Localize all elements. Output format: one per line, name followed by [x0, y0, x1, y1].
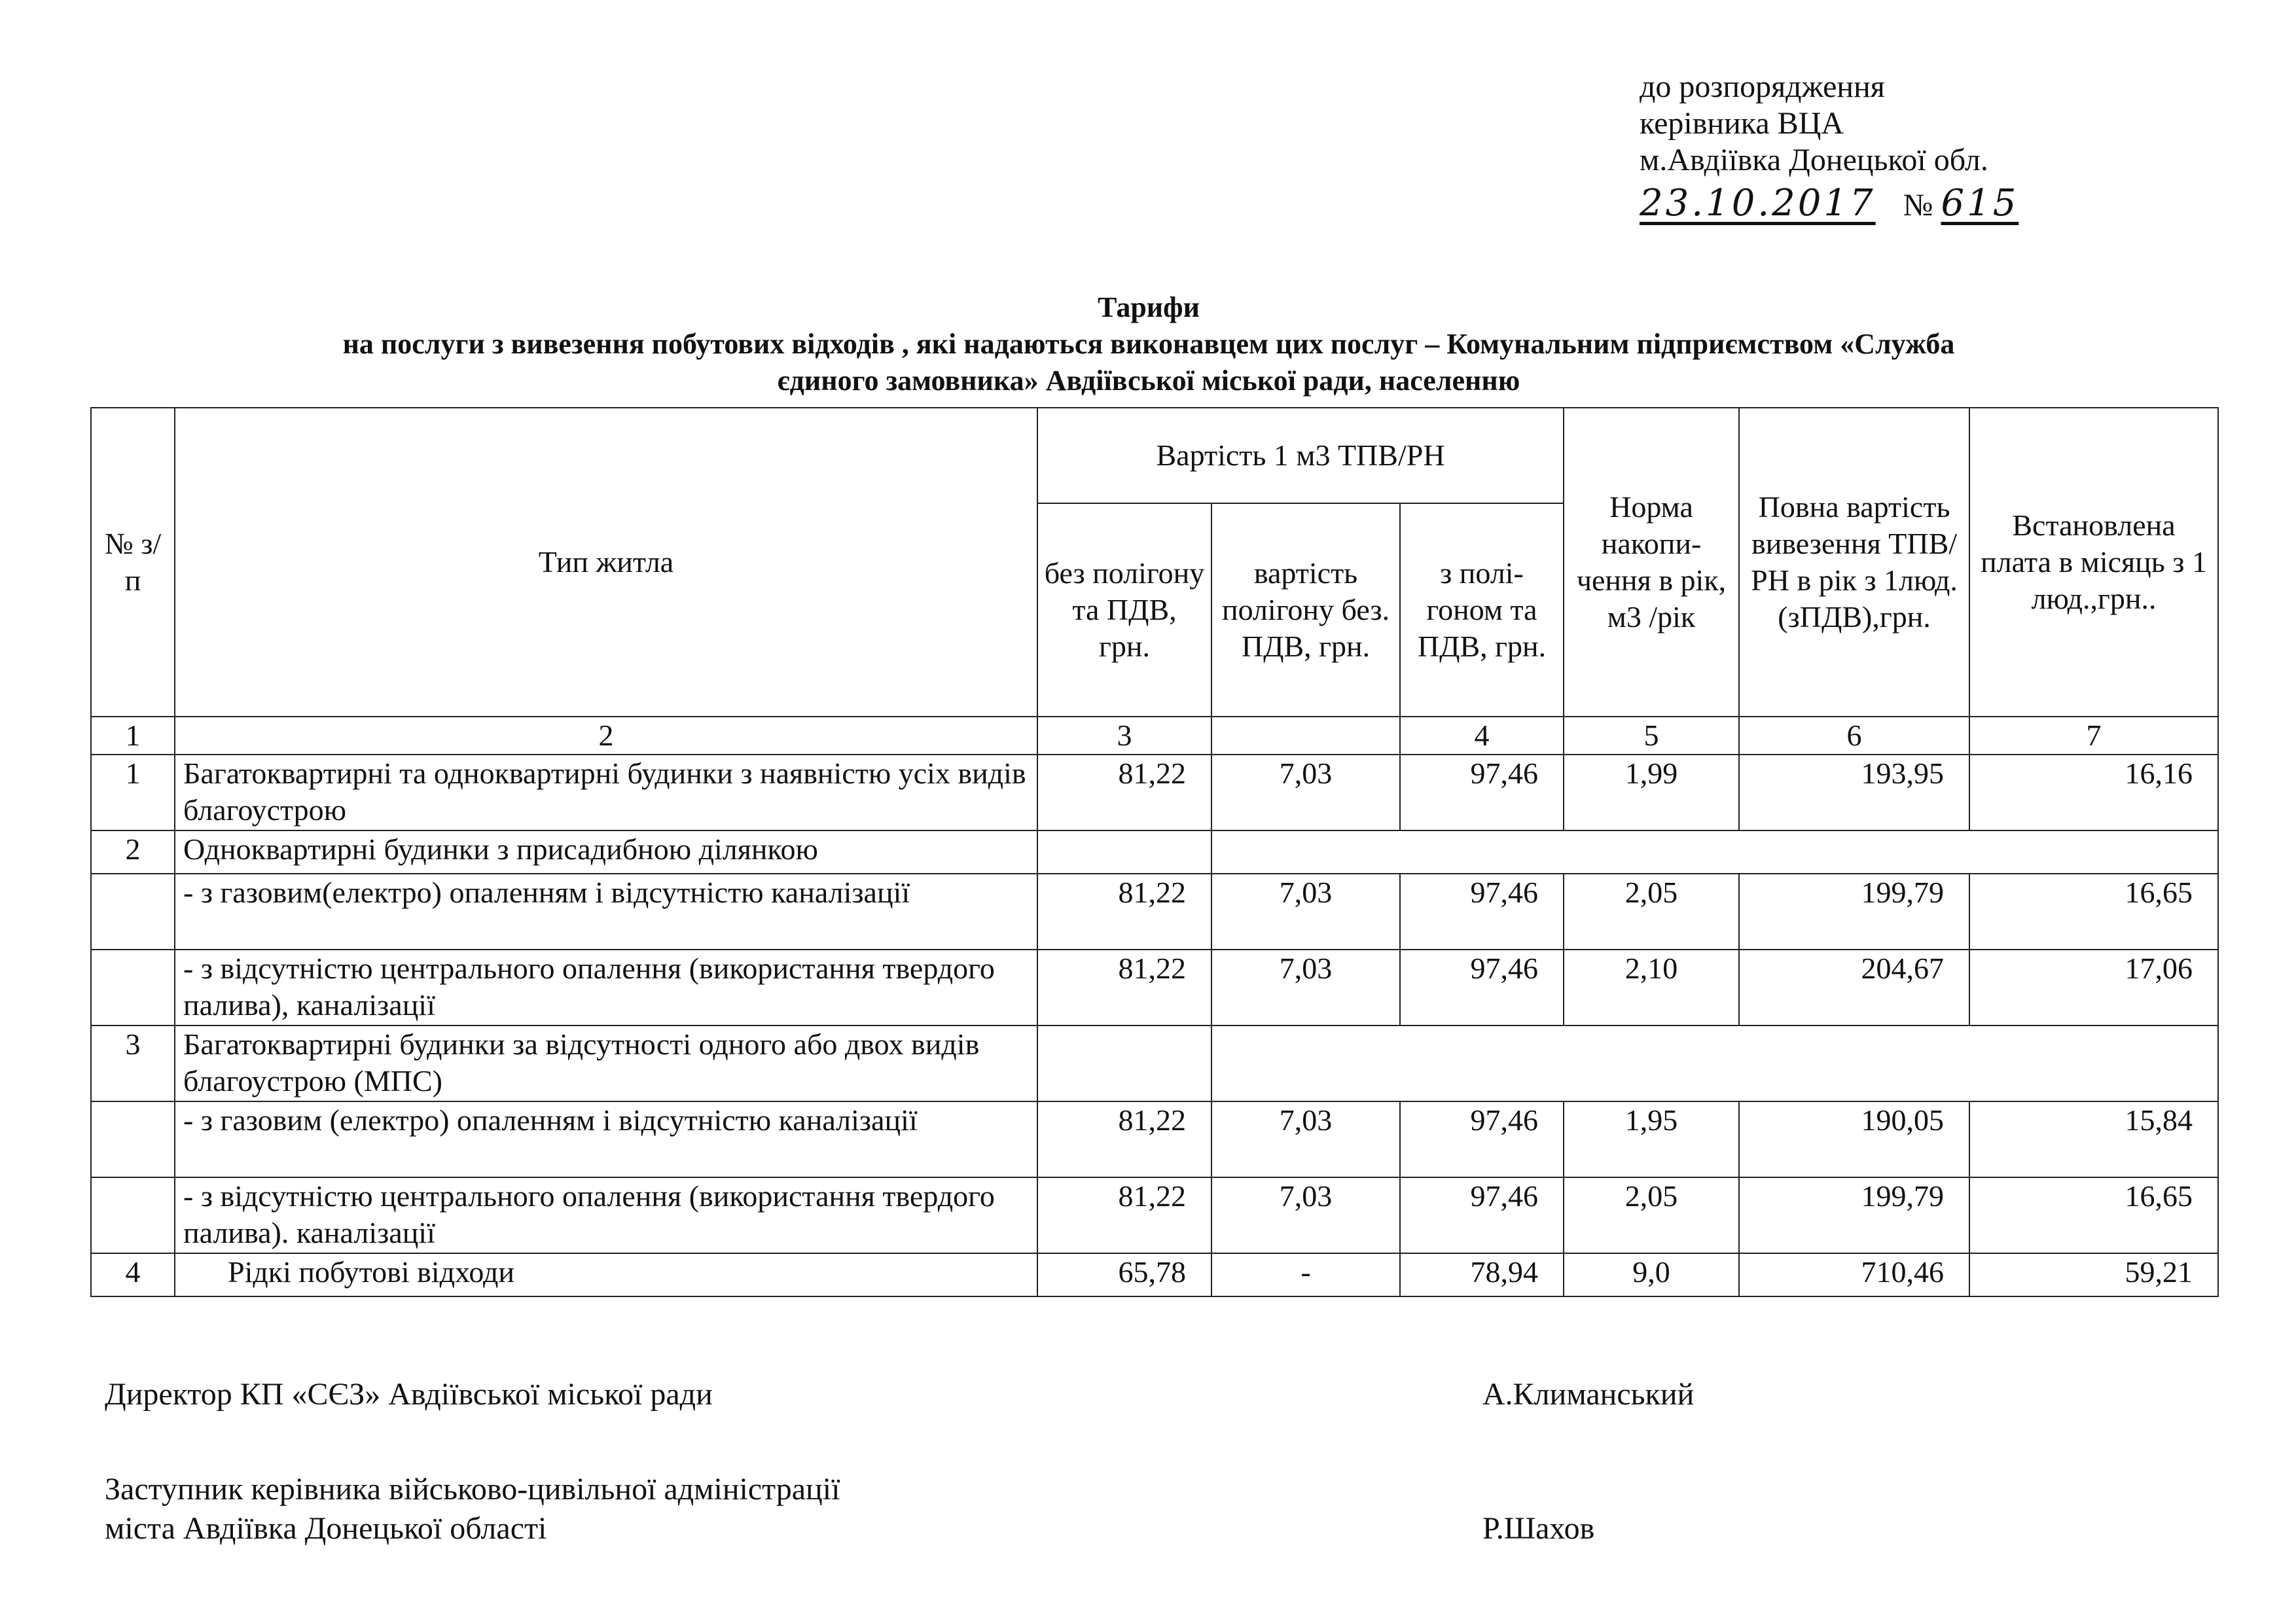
table-row	[91, 874, 2218, 950]
row-monthly-fee: 16,16	[1969, 755, 2218, 830]
row-monthly-fee: 59,21	[1969, 1253, 2218, 1296]
row-type: - з газовим(електро) опаленням і відсутністю каналізації	[175, 874, 1037, 950]
approval-line-1: до розпорядження	[1640, 69, 1885, 104]
row-without-landfill: 81,22	[1037, 874, 1211, 950]
row-monthly-fee: 16,65	[1969, 1177, 2218, 1253]
row-no: 3	[91, 1026, 175, 1101]
title-main: Тарифи	[1098, 291, 1200, 323]
row-with-landfill: 97,46	[1400, 874, 1564, 950]
header-type: Тип житла	[175, 408, 1037, 717]
table-row	[91, 1101, 2218, 1177]
table-row	[91, 1026, 2218, 1101]
row-with-landfill: 97,46	[1400, 1101, 1564, 1177]
row-norm: 1,99	[1564, 755, 1739, 830]
row-monthly-fee: 16,65	[1969, 874, 2218, 950]
row-monthly-fee: 17,06	[1969, 950, 2218, 1026]
row-landfill-cost: 7,03	[1211, 755, 1400, 830]
row-full-cost: 710,46	[1739, 1253, 1969, 1296]
header-norm: Норма накопи- чення в рік, м3 /рік	[1564, 408, 1739, 717]
row-no: 1	[91, 755, 175, 830]
row-full-cost: 190,05	[1739, 1101, 1969, 1177]
row-norm: 9,0	[1564, 1253, 1739, 1296]
row-landfill-cost: 7,03	[1211, 1101, 1400, 1177]
row-norm: 1,95	[1564, 1101, 1739, 1177]
column-number: 4	[1400, 717, 1564, 755]
header-without-landfill: без полігону та ПДВ, грн.	[1037, 503, 1211, 717]
row-norm: 2,10	[1564, 950, 1739, 1026]
row-without-landfill: 81,22	[1037, 950, 1211, 1026]
column-number: 1	[91, 717, 175, 755]
header-no: № з/п	[91, 408, 175, 717]
row-without-landfill: 81,22	[1037, 1101, 1211, 1177]
row-landfill-cost: 7,03	[1211, 950, 1400, 1026]
row-without-landfill: 81,22	[1037, 755, 1211, 830]
row-with-landfill: 97,46	[1400, 950, 1564, 1026]
header-full-cost: Повна вартість вивезення ТПВ/РН в рік з 1люд. (зПДВ),грн.	[1739, 408, 1969, 717]
deputy-name: Р.Шахов	[1482, 1511, 1595, 1546]
row-norm: 2,05	[1564, 874, 1739, 950]
row-landfill-cost: 7,03	[1211, 1177, 1400, 1253]
row-type: - з газовим (електро) опаленням і відсутністю каналізації	[175, 1101, 1037, 1177]
row-type: Рідкі побутові відходи	[175, 1253, 1037, 1296]
row-type: Багатоквартирні будинки за відсутності одного або двох видів благоустрою (МПС)	[175, 1026, 1037, 1101]
approval-date: 23.10.2017	[1640, 182, 1876, 224]
row-norm: 2,05	[1564, 1177, 1739, 1253]
row-no	[91, 950, 175, 1026]
director-title: Директор КП «СЄЗ» Авдіївської міської ради	[105, 1377, 713, 1412]
row-landfill-cost: 7,03	[1211, 874, 1400, 950]
row-type: - з відсутністю центрального опалення (використання твердого палива), каналізації	[175, 950, 1037, 1026]
table-row	[91, 830, 2218, 874]
table-row	[91, 1177, 2218, 1253]
row-without-landfill: 65,78	[1037, 1253, 1211, 1296]
column-number: 3	[1037, 717, 1211, 755]
row-no	[91, 1101, 175, 1177]
document-title	[92, 289, 2206, 399]
title-line-3: єдиного замовника» Авдіївської міської ради, населенню	[777, 365, 1520, 397]
header-monthly-fee: Встановлена плата в місяць з 1 люд.,грн..	[1969, 408, 2218, 717]
row-with-landfill: 78,94	[1400, 1253, 1564, 1296]
header-landfill-cost: вартість полігону без. ПДВ, грн.	[1211, 503, 1400, 717]
row-type: Одноквартирні будинки з присадибною ділянкою	[175, 830, 1037, 874]
table-row	[91, 1253, 2218, 1296]
row-full-cost: 199,79	[1739, 874, 1969, 950]
row-full-cost: 199,79	[1739, 1177, 1969, 1253]
column-number-row	[91, 717, 2218, 755]
row-landfill-cost: -	[1211, 1253, 1400, 1296]
approval-line-3: м.Авдіївка Донецької обл.	[1640, 143, 1988, 177]
row-type: - з відсутністю центрального опалення (використання твердого палива). каналізації	[175, 1177, 1037, 1253]
header-with-landfill: з полі- гоном та ПДВ, грн.	[1400, 503, 1564, 717]
column-number	[1211, 717, 1400, 755]
deputy-title-line-2: міста Авдіївка Донецької області	[105, 1511, 547, 1546]
title-line-2: на послуги з вивезення побутових відходів , які надаються виконавцем цих послуг – Комунальним підприємством «Служба	[342, 328, 1955, 360]
header-cost-group: Вартість 1 м3 ТПВ/РН	[1037, 408, 1564, 503]
approval-number-label: №	[1903, 188, 1933, 223]
table-row	[91, 755, 2218, 830]
row-without-landfill: 81,22	[1037, 1177, 1211, 1253]
director-name: А.Климанський	[1482, 1377, 1695, 1412]
column-number: 5	[1564, 717, 1739, 755]
column-number: 7	[1969, 717, 2218, 755]
row-no: 2	[91, 830, 175, 874]
tariff-table	[90, 407, 2219, 1297]
row-no	[91, 1177, 175, 1253]
row-with-landfill: 97,46	[1400, 755, 1564, 830]
approval-block	[1640, 69, 2098, 224]
table-row	[91, 950, 2218, 1026]
column-number: 6	[1739, 717, 1969, 755]
row-no: 4	[91, 1253, 175, 1296]
column-number: 2	[175, 717, 1037, 755]
row-full-cost: 193,95	[1739, 755, 1969, 830]
approval-line-2: керівника ВЦА	[1640, 106, 1844, 141]
row-with-landfill: 97,46	[1400, 1177, 1564, 1253]
row-no	[91, 874, 175, 950]
deputy-title-line-1: Заступник керівника військово-цивільної адміністрації	[105, 1472, 840, 1507]
row-type: Багатоквартирні та одноквартирні будинки з наявністю усіх видів благоустрою	[175, 755, 1037, 830]
row-monthly-fee: 15,84	[1969, 1101, 2218, 1177]
row-full-cost: 204,67	[1739, 950, 1969, 1026]
approval-number: 615	[1941, 182, 2019, 224]
